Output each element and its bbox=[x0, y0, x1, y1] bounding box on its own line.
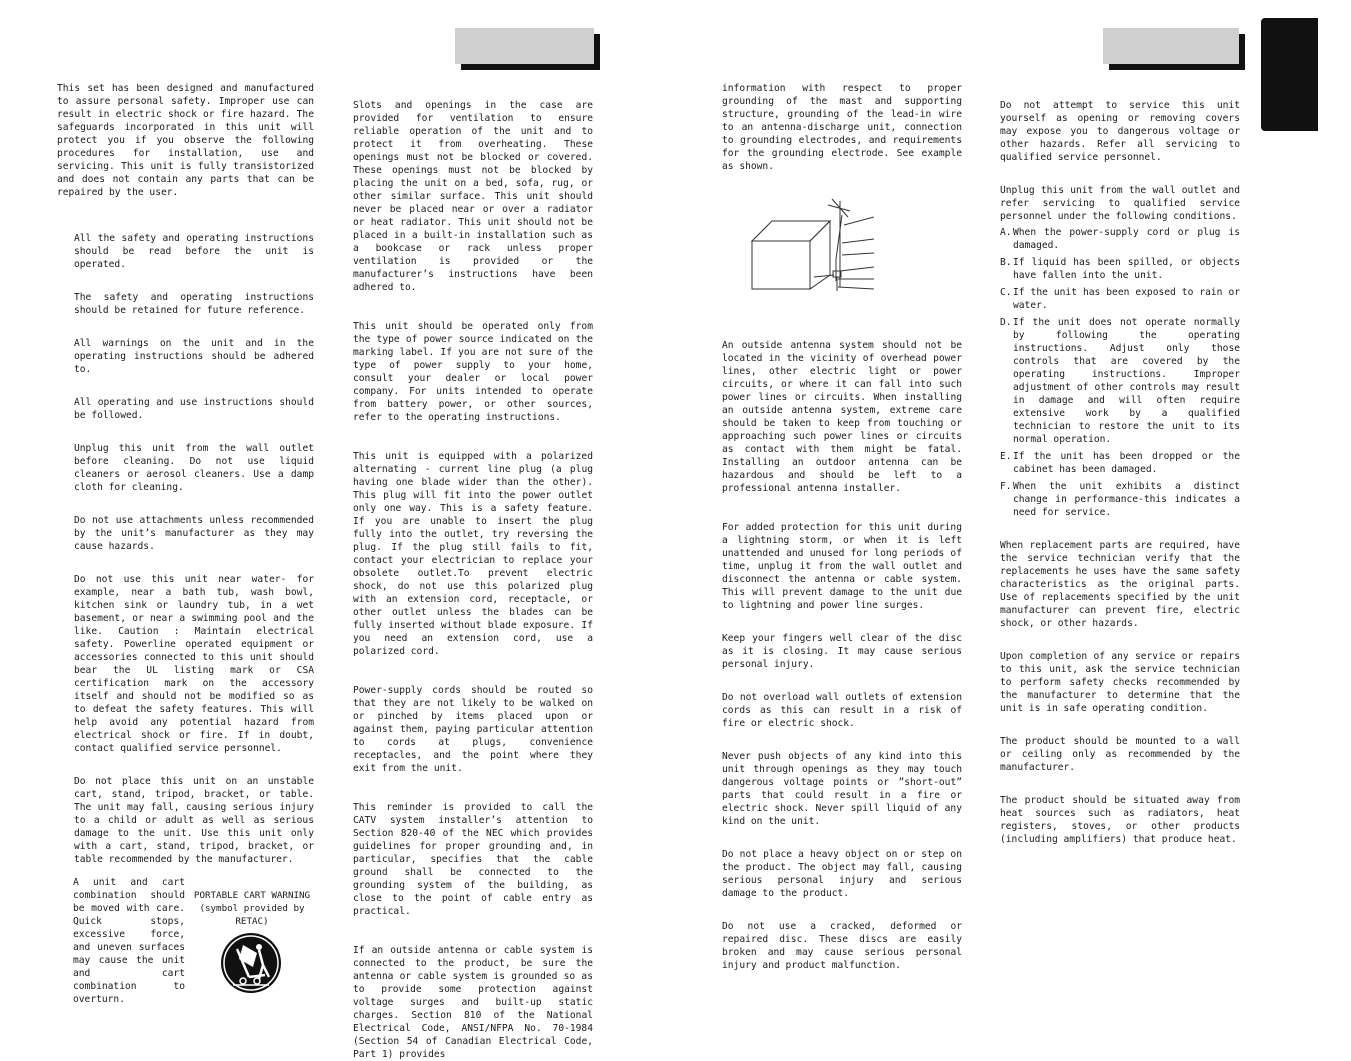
cart-caption-title: PORTABLE CART WARNING bbox=[193, 890, 311, 901]
cart-warning-text: A unit and cart combination should be moved with care. Quick stops, excessive force, and uneven surfaces may cause the unit and cart combination to overturn. bbox=[73, 877, 185, 1005]
replacement-parts-paragraph: When replacement parts are required, have the service technician verify that the replacements he uses have the same safety characteristics as the original parts. Use of replacements specified by the unit manufacturer can prevent fire, electric shock, or other hazards. bbox=[1000, 540, 1240, 629]
retain-instructions-paragraph: The safety and operating instructions should be retained for future reference. bbox=[74, 292, 314, 316]
intro-paragraph: This set has been designed and manufactured to assure personal safety. Improper use can result in electric shock or fire hazard. The safeguards incorporated in this unit will protect you if you observe the following procedures for installation, use and servicing. This unit is fully transistorized and does not contain any parts that can be repaired by the user. bbox=[57, 83, 314, 198]
polarization-paragraph: This unit is equipped with a polarized alternating - current line plug (a plug having one blade wider than the other). This plug will fit into the power outlet only one way. This is a safety feature. If you are unable to insert the plug fully into the outlet, try reversing the plug. If the plug still fails to fit, contact your electrician to replace your obsolete outlet.To prevent electric shock, do not use this polarized plug with an extension cord, receptacle, or other outlet unless the blades can be fully inserted without blade exposure. If you need an extension cord, use a polarized cord. bbox=[353, 451, 593, 657]
follow-instructions-paragraph: All operating and use instructions should be followed. bbox=[74, 397, 314, 421]
object-entry-paragraph: Never push objects of any kind into this unit through openings as they may touch dangerous voltage points or ”short-out” parts that could result in a fire or electric shock. Never spill liquid of any kind on the unit. bbox=[722, 751, 962, 827]
damage-intro-paragraph: Unplug this unit from the wall outlet and refer servicing to qualified service personnel under the following conditions. bbox=[1000, 185, 1240, 222]
power-lines-paragraph: An outside antenna system should not be located in the vicinity of overhead power lines, other electric light or power circuits, or where it can fall into such power lines or circuits. When installing an outside antenna system, extreme care should be taken to keep from touching or approaching such power lines or circuits as contact with them might be fatal. Installing an outdoor antenna can be hazardous and should be left to a professional antenna installer. bbox=[722, 340, 962, 494]
column-3 bbox=[722, 82, 962, 972]
page-edge-tab bbox=[1261, 18, 1318, 131]
list-item: D. If the unit does not operate normally by following the operating instructions. Adjust only those controls that are covered by the operating instructions. Improper adjustment of other controls may result in damage and will often require extensive work by a qualified technician to restore the unit to its normal operation. bbox=[1000, 317, 1240, 445]
lightning-paragraph: For added protection for this unit during a lightning storm, or when it is left unattended and unused for long periods of time, unplug it from the wall outlet and disconnect the antenna or cable system. This will prevent damage to the unit due to lightning and power line surges. bbox=[722, 522, 962, 611]
damage-conditions-list bbox=[1000, 226, 1240, 519]
column-2 bbox=[353, 99, 593, 1061]
list-item: C. If the unit has been exposed to rain or water. bbox=[1000, 287, 1240, 311]
mounting-paragraph: The product should be mounted to a wall or ceiling only as recommended by the manufacturer. bbox=[1000, 736, 1240, 773]
water-paragraph: Do not use this unit near water- for example, near a bath tub, wash bowl, kitchen sink or laundry tub, in a wet basement, or near a swimming pool and the like. Caution : Maintain electrical safety. Powerline operated equipment or accessories connected to this unit should bear the UL listing mark or CSA certification mark on the accessory itself and should not be modified so as to defeat the safety features. This will help avoid any potential hazard from electrical shock or fire. If in doubt, contact qualified service personnel. bbox=[74, 574, 314, 754]
section-header-box-right bbox=[1103, 28, 1239, 64]
list-item: E. If the unit has been dropped or the cabinet has been damaged. bbox=[1000, 451, 1240, 475]
column-4 bbox=[1000, 99, 1240, 846]
cart-warning-caption bbox=[187, 889, 317, 928]
accessories-paragraph: Do not place this unit on an unstable cart, stand, tripod, bracket, or table. The unit may fall, causing serious injury to a child or adult as well as serious damage to the unit. Use this unit only with a cart, stand, tripod, bracket, or table recommended by the manufacturer. bbox=[74, 776, 314, 865]
cart-warning-block bbox=[57, 876, 314, 1005]
disc-tray-paragraph: Keep your fingers well clear of the disc as it is closing. It may cause serious personal injury. bbox=[722, 633, 962, 670]
section-header-box-left bbox=[455, 28, 594, 64]
servicing-paragraph: Do not attempt to service this unit yourself as opening or removing covers may expose you to dangerous voltage or other hazards. Refer all servicing to qualified service personnel. bbox=[1000, 100, 1240, 163]
list-item: F. When the unit exhibits a distinct change in performance-this indicates a need for service. bbox=[1000, 481, 1240, 518]
disc-use-paragraph: Do not use a cracked, deformed or repaired disc. These discs are easily broken and may cause serious personal injury and product malfunction. bbox=[722, 921, 962, 971]
read-instructions-paragraph: All the safety and operating instructions should be read before the unit is operated. bbox=[74, 233, 314, 270]
grounding-continued-paragraph: information with respect to proper grounding of the mast and supporting structure, grounding of the lead-in wire to an antenna-discharge unit, connection to grounding electrodes, and requirements for the grounding electrode. See example as shown. bbox=[722, 83, 962, 172]
overloading-paragraph: Do not overload wall outlets of extension cords as this can result in a risk of fire or electric shock. bbox=[722, 692, 962, 729]
attachments-paragraph: Do not use attachments unless recommended by the unit’s manufacturer as they may cause hazards. bbox=[74, 515, 314, 552]
cart-tipover-icon bbox=[219, 931, 283, 995]
grounding-paragraph: If an outside antenna or cable system is connected to the product, be sure the antenna or cable system is grounded so as to provide some protection against voltage surges and built-up static charges. Section 810 of the National Electrical Code, ANSI/NFPA No. 70-1984 (Section 54 of Canadian Electrical Code, Part 1) provides bbox=[353, 945, 593, 1060]
power-sources-paragraph: This unit should be operated only from the type of power source indicated on the marking label. If you are not sure of the type of power supply to your home, consult your dealer or local power company. For units intended to operate from battery power, or other sources, refer to the operating instructions. bbox=[353, 321, 593, 423]
cleaning-paragraph: Unplug this unit from the wall outlet before cleaning. Do not use liquid cleaners or aerosol cleaners. Use a damp cloth for cleaning. bbox=[74, 443, 314, 493]
ventilation-paragraph: Slots and openings in the case are provided for ventilation to ensure reliable operation of the unit and to protect it from overheating. These openings must not be blocked or covered. These openings must not be blocked by placing the unit on a bed, sofa, rug, or other similar surface. This unit should never be placed near or over a radiator or heat radiator. This unit should not be placed in a built-in installation such as a bookcase or rack unless proper ventilation is provided or the manufacturer’s instructions have been adhered to. bbox=[353, 100, 593, 293]
catv-paragraph: This reminder is provided to call the CATV system installer’s attention to Section 820-40 of the NEC which provides guidelines for proper grounding and, in particular, specifies that the cable ground shall be connected to the grounding system of the building, as close to the point of cable entry as practical. bbox=[353, 802, 593, 917]
heavy-object-paragraph: Do not place a heavy object on or step on the product. The object may fall, causing serious personal injury and serious damage to the product. bbox=[722, 849, 962, 899]
cart-caption-source: (symbol provided by RETAC) bbox=[199, 903, 305, 927]
safety-check-paragraph: Upon completion of any service or repairs to this unit, ask the service technician to perform safety checks recommended by the manufacturer to determine that the unit is in safe operating condition. bbox=[1000, 651, 1240, 714]
list-item: A. When the power-supply cord or plug is damaged. bbox=[1000, 227, 1240, 251]
heat-paragraph: The product should be situated away from heat sources such as radiators, heat registers, stoves, or other products (including amplifiers) that produce heat. bbox=[1000, 795, 1240, 845]
power-cord-paragraph: Power-supply cords should be routed so that they are not likely to be walked on or pinched by items placed upon or against them, paying particular attention to cords at plugs, convenience receptacles, and the point where they exit from the unit. bbox=[353, 685, 593, 774]
list-item: B. If liquid has been spilled, or objects have fallen into the unit. bbox=[1000, 257, 1240, 281]
column-1 bbox=[57, 82, 314, 1005]
heed-warnings-paragraph: All warnings on the unit and in the operating instructions should be adhered to. bbox=[74, 338, 314, 375]
antenna-grounding-diagram bbox=[744, 195, 874, 295]
